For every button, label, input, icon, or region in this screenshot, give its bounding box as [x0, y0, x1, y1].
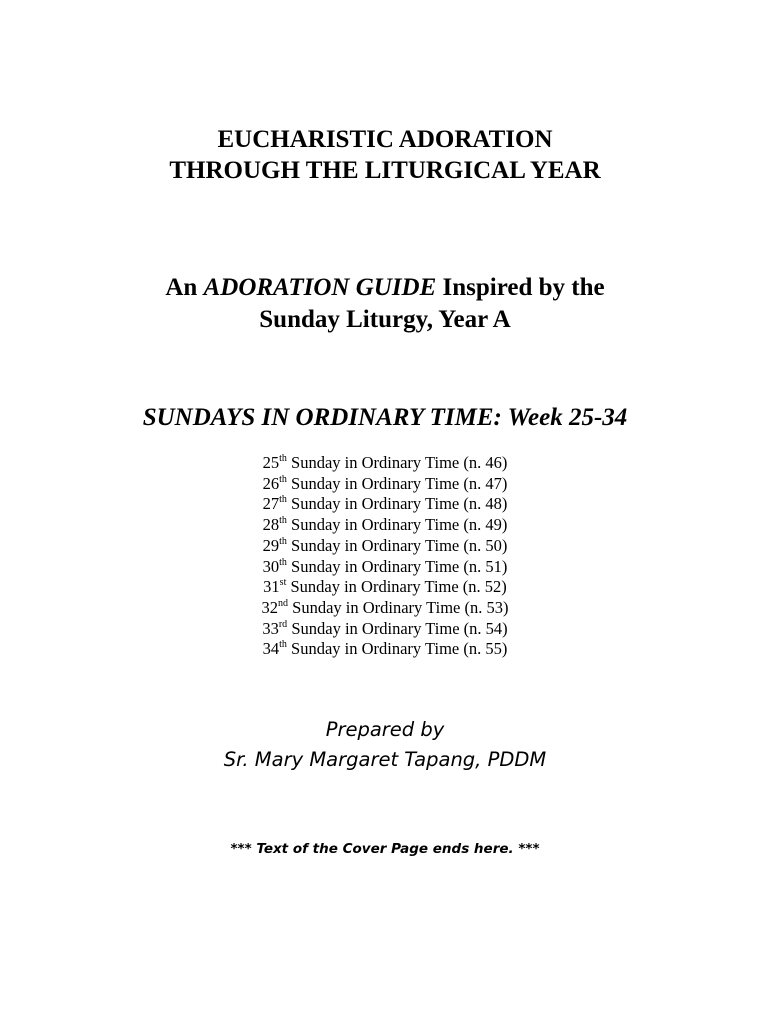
list-item: 25th Sunday in Ordinary Time (n. 46)	[262, 453, 508, 472]
prepared-label: Prepared by	[325, 718, 445, 741]
end-note: *** Text of the Cover Page ends here. ***	[230, 841, 540, 857]
list-item: 32nd Sunday in Ordinary Time (n. 53)	[261, 597, 509, 617]
title-line-2: THROUGH THE LITURGICAL YEAR	[169, 157, 601, 184]
subtitle-line-1	[0, 272, 770, 304]
document-title	[0, 124, 770, 186]
document-subtitle	[0, 272, 770, 336]
section-heading: SUNDAYS IN ORDINARY TIME: Week 25-34	[142, 404, 628, 431]
prepared-by	[0, 715, 770, 775]
list-item: 30th Sunday in Ordinary Time (n. 51)	[262, 556, 508, 576]
list-item: 26th Sunday in Ordinary Time (n. 47)	[262, 473, 508, 493]
title-line-1: EUCHARISTIC ADORATION	[217, 126, 553, 153]
subtitle-prefix: An	[165, 274, 204, 301]
author-name: Sr. Mary Margaret Tapang, PDDM	[223, 748, 547, 771]
list-item: 28th Sunday in Ordinary Time (n. 49)	[262, 515, 508, 535]
list-item: 31st Sunday in Ordinary Time (n. 52)	[263, 577, 507, 597]
subtitle-line-2: Sunday Liturgy, Year A	[259, 306, 511, 333]
list-item: 29th Sunday in Ordinary Time (n. 50)	[262, 535, 508, 555]
list-item: 27th Sunday in Ordinary Time (n. 48)	[262, 494, 508, 514]
subtitle-suffix: Inspired by the	[436, 274, 605, 301]
list-item: 33rd Sunday in Ordinary Time (n. 54)	[262, 618, 508, 638]
list-item: 34th Sunday in Ordinary Time (n. 55)	[262, 639, 508, 659]
sunday-list	[0, 453, 770, 660]
subtitle-emphasis: ADORATION GUIDE	[203, 274, 437, 301]
